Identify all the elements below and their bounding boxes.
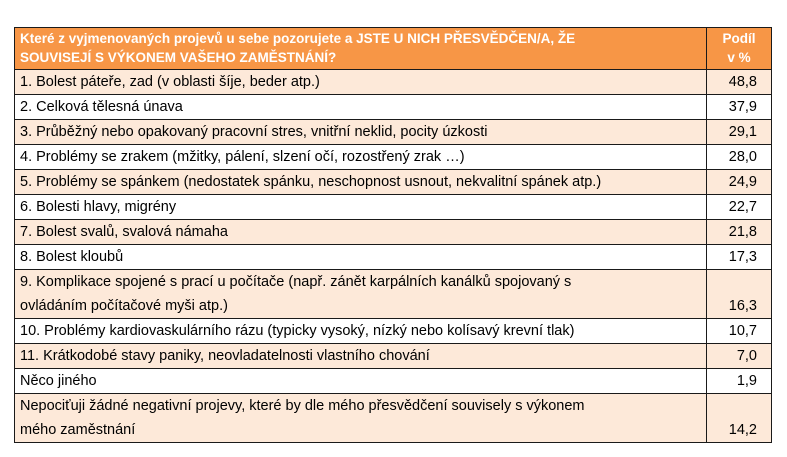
share-header-line-2: v % xyxy=(727,50,751,65)
row-label: 6. Bolesti hlavy, migrény xyxy=(15,195,707,220)
row-label: 11. Krátkodobé stavy paniky, neovladatelnosti vlastního chování xyxy=(15,344,707,369)
row-value: 7,0 xyxy=(707,344,772,369)
row-label: 1. Bolest páteře, zad (v oblasti šíje, beder atp.) xyxy=(15,70,707,95)
table-row xyxy=(15,195,772,220)
table-row xyxy=(15,95,772,120)
row-label: 5. Problémy se spánkem (nedostatek spánku, neschopnost usnout, nekvalitní spánek atp.) xyxy=(15,170,707,195)
row-value: 24,9 xyxy=(707,170,772,195)
row-label: 2. Celková tělesná únava xyxy=(15,95,707,120)
row-label-line-1: Nepociťuji žádné negativní projevy, které by dle mého přesvědčení souvisely s výkonem xyxy=(20,398,585,414)
table-row xyxy=(15,220,772,245)
row-label-line-1: 9. Komplikace spojené s prací u počítače (např. zánět karpálních kanálků spojovaný s xyxy=(20,274,572,290)
question-header xyxy=(15,28,707,70)
row-label: Něco jiného xyxy=(15,369,707,394)
row-label: 4. Problémy se zrakem (mžitky, pálení, slzení očí, rozostřený zrak …) xyxy=(15,145,707,170)
row-value: 14,2 xyxy=(707,394,772,443)
table-row xyxy=(15,120,772,145)
row-label: 3. Průběžný nebo opakovaný pracovní stres, vnitřní neklid, pocity úzkosti xyxy=(15,120,707,145)
survey-table xyxy=(14,27,772,443)
survey-table-container xyxy=(14,27,771,443)
share-header-line-1: Podíl xyxy=(722,31,756,46)
row-label xyxy=(15,394,707,443)
row-label-line-2: mého zaměstnání xyxy=(20,422,136,438)
table-row xyxy=(15,270,772,319)
table-row xyxy=(15,369,772,394)
row-value: 28,0 xyxy=(707,145,772,170)
row-label: 10. Problémy kardiovaskulárního rázu (typicky vysoký, nízký nebo kolísavý krevní tlak) xyxy=(15,319,707,344)
question-header-line-1: Které z vyjmenovaných projevů u sebe pozorujete a JSTE U NICH PŘESVĚDČEN/A, ŽE xyxy=(20,31,576,46)
row-value: 37,9 xyxy=(707,95,772,120)
table-row xyxy=(15,70,772,95)
table-row xyxy=(15,145,772,170)
row-label: 7. Bolest svalů, svalová námaha xyxy=(15,220,707,245)
table-row xyxy=(15,319,772,344)
row-label-line-2: ovládáním počítačové myši atp.) xyxy=(20,298,228,314)
row-value: 16,3 xyxy=(707,270,772,319)
row-value: 22,7 xyxy=(707,195,772,220)
share-header xyxy=(707,28,772,70)
row-label: 8. Bolest kloubů xyxy=(15,245,707,270)
table-row xyxy=(15,170,772,195)
question-header-line-2: SOUVISEJÍ S VÝKONEM VAŠEHO ZAMĚSTNÁNÍ? xyxy=(20,50,337,65)
table-row xyxy=(15,245,772,270)
row-value: 1,9 xyxy=(707,369,772,394)
table-row xyxy=(15,394,772,443)
row-value: 48,8 xyxy=(707,70,772,95)
row-value: 29,1 xyxy=(707,120,772,145)
table-row xyxy=(15,344,772,369)
table-header-row xyxy=(15,28,772,70)
row-value: 17,3 xyxy=(707,245,772,270)
row-value: 21,8 xyxy=(707,220,772,245)
row-value: 10,7 xyxy=(707,319,772,344)
row-label xyxy=(15,270,707,319)
